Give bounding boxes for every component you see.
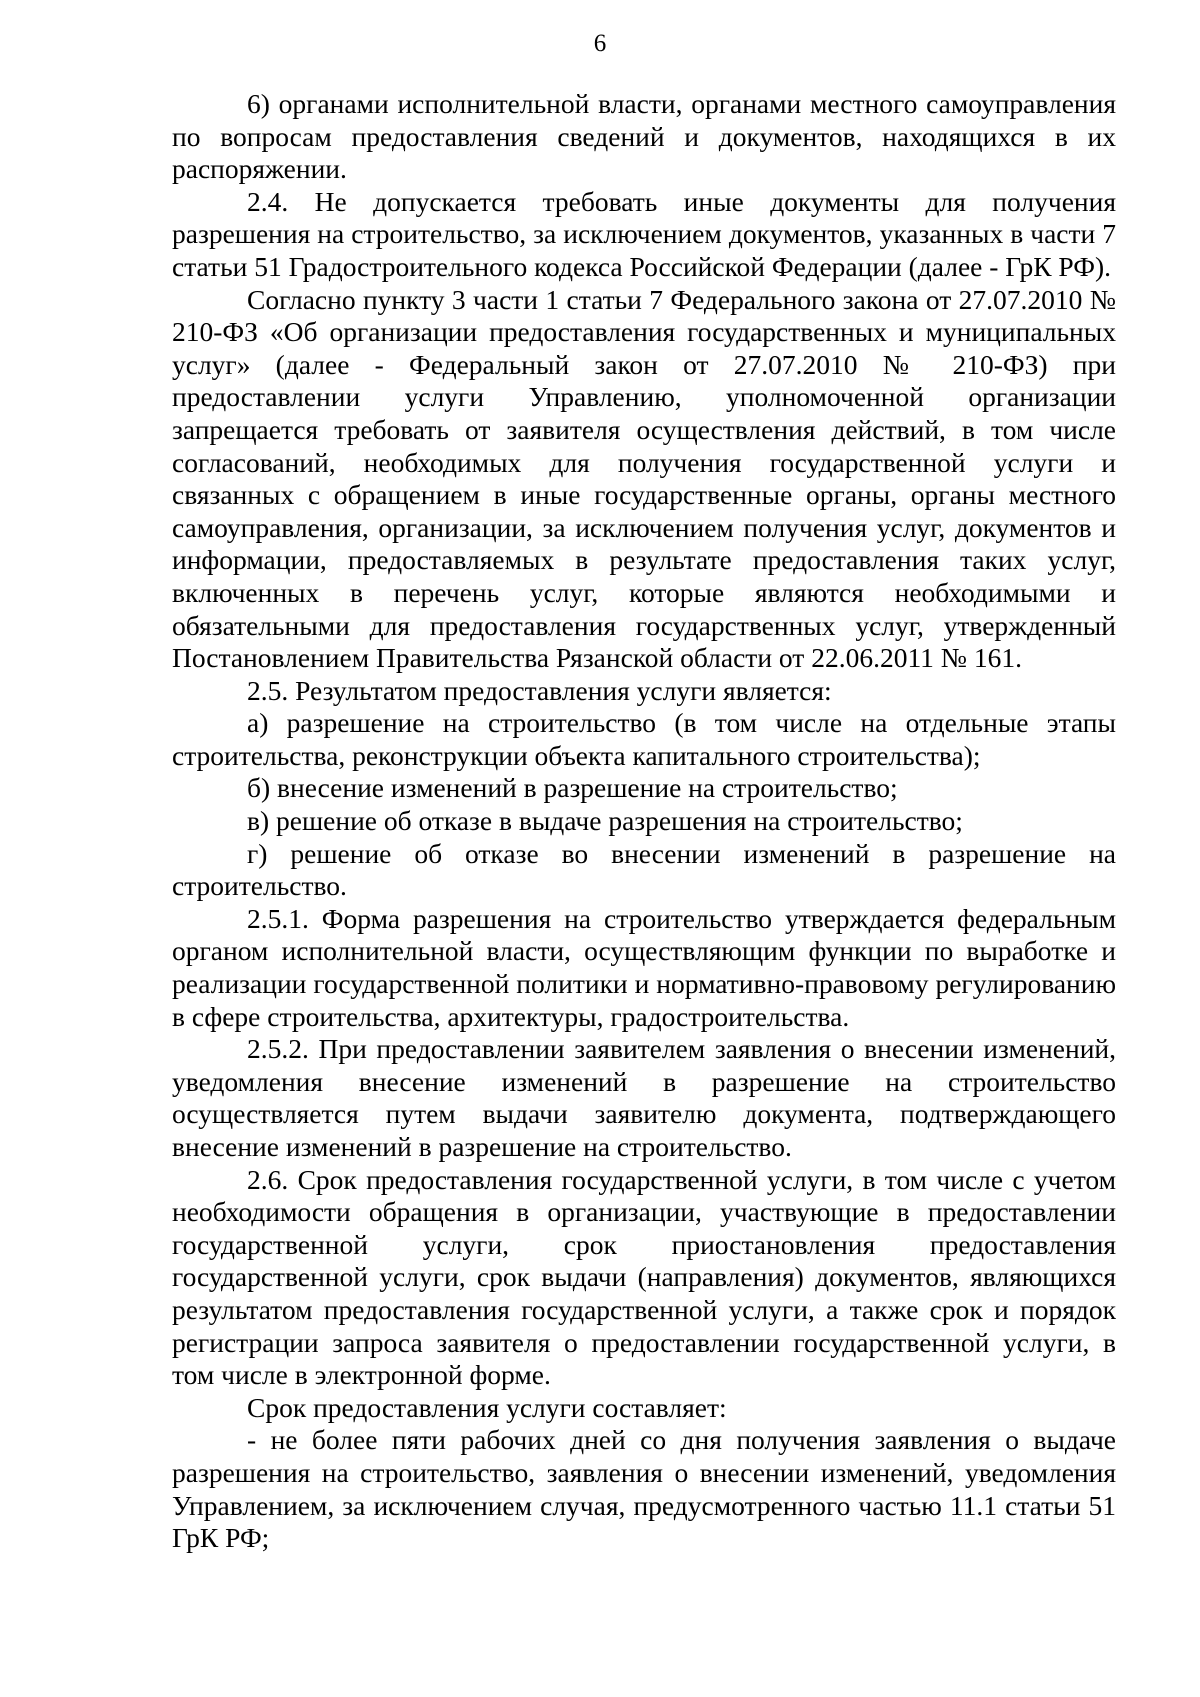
paragraph-2-5-1: 2.5.1. Форма разрешения на строительство утверждается федеральным органом исполнительной власти, осуществляющим функции по выработке и реализации государственной политики и нормативно-правовому регулированию в сфере строительства, архитектуры, градостроительства. xyxy=(172,902,1116,1032)
paragraph-result-b: б) внесение изменений в разрешение на строительство; xyxy=(247,772,898,804)
paragraph-2-6: 2.6. Срок предоставления государственной услуги, в том числе с учетом необходимости обращения в организации, участвующие в предоставлении государственной услуги, срок приостановления предоставления государственной услуги, срок выдачи (направления) документов, являющихся результатом предоставления государственной услуги, а также срок и порядок регистрации запроса заявителя о предоставлении государственной услуги, в том числе в электронной форме. xyxy=(172,1163,1116,1391)
paragraph-term-intro: Срок предоставления услуги составляет: xyxy=(247,1391,727,1423)
paragraph-result-g: г) решение об отказе во внесении изменений в разрешение на строительство. xyxy=(172,837,1116,902)
paragraph-2-5-2: 2.5.2. При предоставлении заявителем заявления о внесении изменений, уведомления внесение изменений в разрешение на строительство осуществляется путем выдачи заявителю документа, подтверждающего внесение изменений в разрешение на строительство. xyxy=(172,1033,1116,1162)
paragraph-federal-law-210: Согласно пункту 3 части 1 статьи 7 Федерального закона от 27.07.2010 № 210-ФЗ «Об организации предоставления государственных и муниципальных услуг» (далее - Федеральный закон от 27.07.2010 № 210-ФЗ) при предоставлении услуги Управлению, уполномоченной организации запрещается требовать от заявителя осуществления действий, в том числе согласований, необходимых для получения государственной услуги и связанных с обращением в иные государственные органы, органы местного самоуправления, организации, за исключением получения услуг, документов и информации, предоставляемых в результате предоставления таких услуг, включенных в перечень услуг, которые являются необходимыми и обязательными для предоставления государственных услуг, утвержденный Постановлением Правительства Рязанской области от 22.06.2011 № 161. xyxy=(172,283,1116,674)
paragraph-2-5: 2.5. Результатом предоставления услуги является: xyxy=(247,674,832,706)
paragraph-term-five-days: - не более пяти рабочих дней со дня получения заявления о выдаче разрешения на строительство, заявления о внесении изменений, уведомления Управлением, за исключением случая, предусмотренного частью 11.1 статьи 51 ГрК РФ; xyxy=(172,1424,1116,1554)
paragraph-item-6: 6) органами исполнительной власти, органами местного самоуправления по вопросам предоставления сведений и документов, находящихся в их распоряжении. xyxy=(172,88,1116,185)
paragraph-result-a: а) разрешение на строительство (в том числе на отдельные этапы строительства, реконструкции объекта капитального строительства); xyxy=(172,707,1116,771)
page-number: 6 xyxy=(593,30,607,57)
paragraph-result-v: в) решение об отказе в выдаче разрешения на строительство; xyxy=(247,805,963,837)
paragraph-2-4: 2.4. Не допускается требовать иные документы для получения разрешения на строительство, за исключением документов, указанных в части 7 статьи 51 Градостроительного кодекса Российской Федерации (далее - ГрК РФ). xyxy=(172,185,1116,282)
document-body xyxy=(172,88,1116,1555)
